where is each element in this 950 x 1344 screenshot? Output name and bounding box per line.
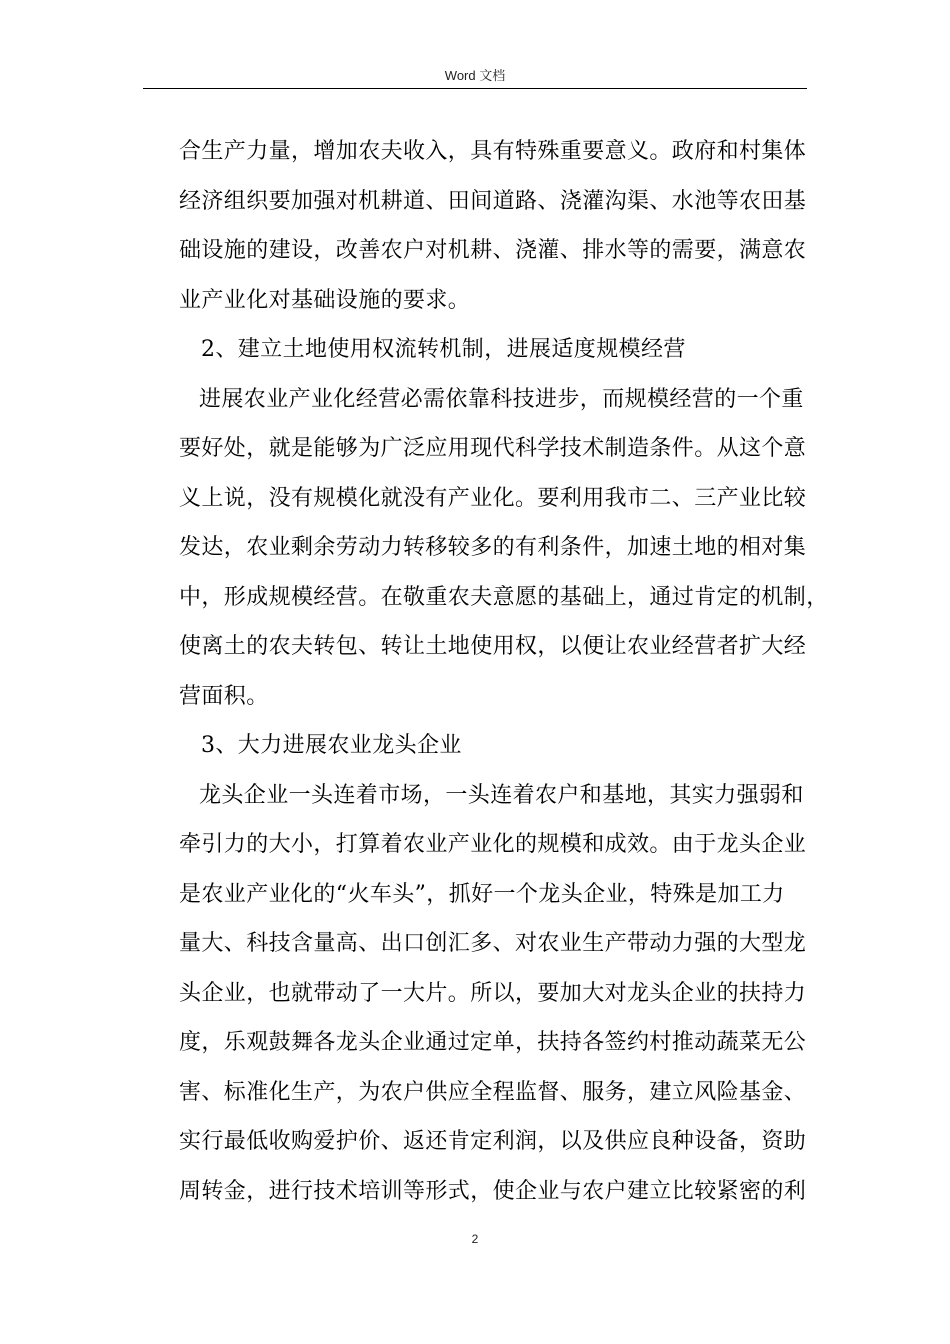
body-line: 度，乐观鼓舞各龙头企业通过定单，扶持各签约村推动蔬菜无公 (179, 1030, 807, 1055)
body-line: 龙头企业一头连着市场，一头连着农户和基地，其实力强弱和 (199, 782, 804, 808)
body-line: 头企业，也就带动了一大片。所以，要加大对龙头企业的扶持力 (179, 980, 807, 1006)
header-divider (143, 88, 807, 89)
body-line: 业产业化对基础设施的要求。 (179, 287, 471, 313)
body-line: 实行最低收购爱护价、返还肯定利润，以及供应良种设备，资助 (179, 1129, 807, 1154)
body-line: 础设施的建设，改善农户对机耕、浇灌、排水等的需要，满意农 (179, 238, 807, 263)
body-line: 经济组织要加强对机耕道、田间道路、浇灌沟渠、水池等农田基 (179, 188, 807, 214)
page-number: 2 (471, 1232, 479, 1246)
body-line: 量大、科技含量高、出口创汇多、对农业生产带动力强的大型龙 (179, 931, 807, 956)
body-line: 害、标准化生产，为农户供应全程监督、服务，建立风险基金、 (179, 1079, 807, 1105)
section-heading: 2、建立土地使用权流转机制，进展适度规模经营 (201, 337, 686, 362)
body-line: 是农业产业化的“火车头”，抓好一个龙头企业，特殊是加工力 (179, 881, 785, 907)
body-line: 营面积。 (179, 683, 269, 709)
document-body (179, 127, 829, 1216)
body-line: 周转金，进行技术培训等形式，使企业与农户建立比较紧密的利 (179, 1178, 807, 1204)
body-line: 使离土的农夫转包、转让土地使用权，以便让农业经营者扩大经 (179, 634, 807, 659)
page-header-title: Word 文档 (444, 68, 506, 83)
section-heading: 3、大力进展农业龙头企业 (201, 733, 462, 758)
body-line: 要好处，就是能够为广泛应用现代科学技术制造条件。从这个意 (179, 436, 807, 461)
body-line: 进展农业产业化经营必需依靠科技进步，而规模经营的一个重 (199, 386, 804, 412)
body-line: 发达，农业剩余劳动力转移较多的有利条件，加速土地的相对集 (179, 535, 807, 560)
body-line: 中，形成规模经营。在敬重农夫意愿的基础上，通过肯定的机制， (179, 584, 829, 610)
body-line: 牵引力的大小，打算着农业产业化的规模和成效。由于龙头企业 (179, 832, 807, 857)
body-line: 合生产力量，增加农夫收入，具有特殊重要意义。政府和村集体 (179, 139, 807, 164)
body-line: 义上说，没有规模化就没有产业化。要利用我市二、三产业比较 (179, 485, 807, 511)
